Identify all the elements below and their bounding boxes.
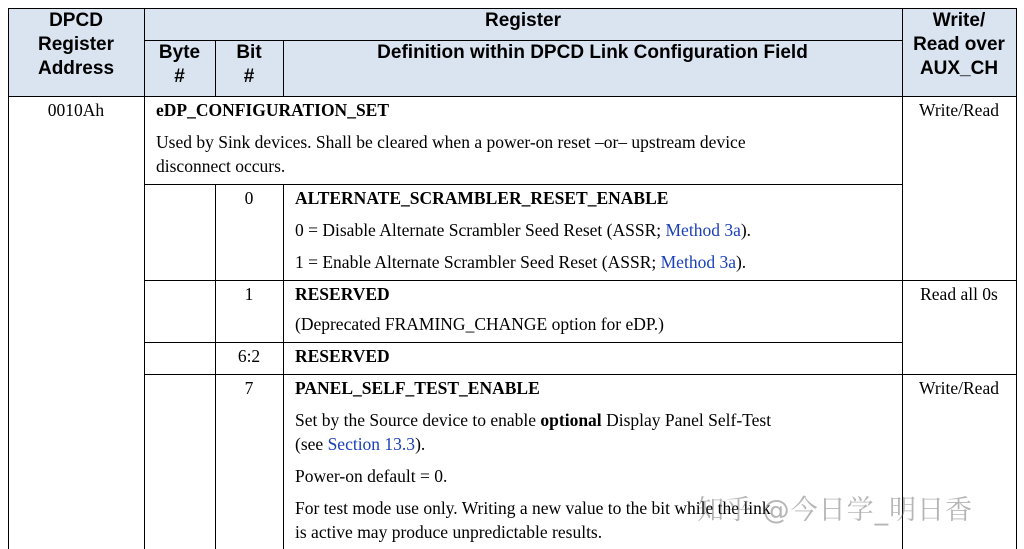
bit0-name: ALTERNATE_SCRAMBLER_RESET_ENABLE bbox=[295, 188, 669, 208]
bit0-line2-end: ). bbox=[735, 252, 747, 272]
header-register: Register bbox=[484, 10, 562, 31]
header-bit-line2: # bbox=[243, 66, 255, 87]
bit7-desc2-end: ). bbox=[415, 434, 426, 454]
register-address: 0010Ah bbox=[47, 100, 105, 120]
bit7-desc-line2 bbox=[295, 432, 425, 456]
border-body-col-bit bbox=[283, 184, 284, 549]
register-desc-line1: Used by Sink devices. Shall be cleared when a power-on reset –or– upstream device bbox=[156, 132, 746, 152]
bit7-desc1-text: Set by the Source device to enable bbox=[295, 410, 541, 430]
bit0-line1 bbox=[295, 218, 751, 242]
bit7-desc1-end: Display Panel Self-Test bbox=[601, 410, 772, 430]
bit62-name: RESERVED bbox=[295, 346, 390, 366]
header-address-line3: Address bbox=[37, 58, 115, 79]
access-write-read-2: Write/Read bbox=[919, 378, 999, 398]
bit0-line1-text: 0 = Disable Alternate Scrambler Seed Reset (ASSR; bbox=[295, 220, 666, 240]
bit1-desc: (Deprecated FRAMING_CHANGE option for eDP.) bbox=[295, 314, 664, 334]
border-register-sub bbox=[144, 40, 902, 41]
border-row-bit0-bottom bbox=[144, 280, 1016, 281]
header-access-line3: AUX_CH bbox=[919, 58, 999, 79]
bit7-desc-line1 bbox=[295, 408, 771, 432]
bit0-line2 bbox=[295, 250, 746, 274]
bit7-note-line2: is active may produce unpredictable results. bbox=[295, 522, 603, 542]
access-write-read-1: Write/Read bbox=[919, 100, 999, 120]
border-right bbox=[1016, 8, 1017, 549]
border-header-bottom bbox=[8, 96, 1017, 97]
header-byte-line2: # bbox=[174, 66, 185, 87]
bit1-number: 1 bbox=[244, 284, 254, 304]
bit0-line2-text: 1 = Enable Alternate Scrambler Seed Reset (ASSR; bbox=[295, 252, 661, 272]
header-byte-line1: Byte bbox=[158, 42, 201, 63]
bit7-default: Power-on default = 0. bbox=[295, 466, 448, 486]
bit7-desc2-text: (see bbox=[295, 434, 328, 454]
bit0-line2-link[interactable]: Method 3a bbox=[660, 252, 736, 272]
bit7-note-line1: For test mode use only. Writing a new value to the bit while the link bbox=[295, 498, 771, 518]
header-address-line2: Register bbox=[37, 34, 115, 55]
bit0-line1-link[interactable]: Method 3a bbox=[665, 220, 741, 240]
header-access-line2: Read over bbox=[913, 34, 1005, 55]
register-desc-line2: disconnect occurs. bbox=[156, 156, 286, 176]
bit7-name: PANEL_SELF_TEST_ENABLE bbox=[295, 378, 540, 398]
bit62-number: 6:2 bbox=[237, 346, 261, 366]
border-row-desc-bottom bbox=[144, 184, 902, 185]
border-col-byte bbox=[215, 40, 216, 97]
border-col-address bbox=[144, 8, 145, 549]
border-row-bit62-bottom bbox=[144, 374, 1016, 375]
header-definition: Definition within DPCD Link Configuration Field bbox=[377, 42, 808, 63]
watermark-text: 知乎 @今日学_明日香 bbox=[697, 495, 974, 526]
bit0-line1-end: ). bbox=[740, 220, 752, 240]
bit0-number: 0 bbox=[244, 188, 254, 208]
border-col-bit-header bbox=[283, 40, 284, 97]
header-access-line1: Write/ bbox=[932, 10, 986, 31]
border-left bbox=[8, 8, 9, 549]
bit7-desc2-link[interactable]: Section 13.3 bbox=[327, 434, 416, 454]
access-read-all-0s: Read all 0s bbox=[920, 284, 998, 304]
bit7-desc1-bold: optional bbox=[540, 410, 602, 430]
header-address-line1: DPCD bbox=[49, 10, 103, 31]
border-col-access bbox=[902, 8, 903, 549]
bit7-number: 7 bbox=[244, 378, 254, 398]
border-top bbox=[8, 8, 1017, 9]
bit1-name: RESERVED bbox=[295, 284, 390, 304]
border-row-bit1-bottom bbox=[144, 342, 902, 343]
register-name: eDP_CONFIGURATION_SET bbox=[156, 100, 390, 120]
header-bit-line1: Bit bbox=[236, 42, 262, 63]
